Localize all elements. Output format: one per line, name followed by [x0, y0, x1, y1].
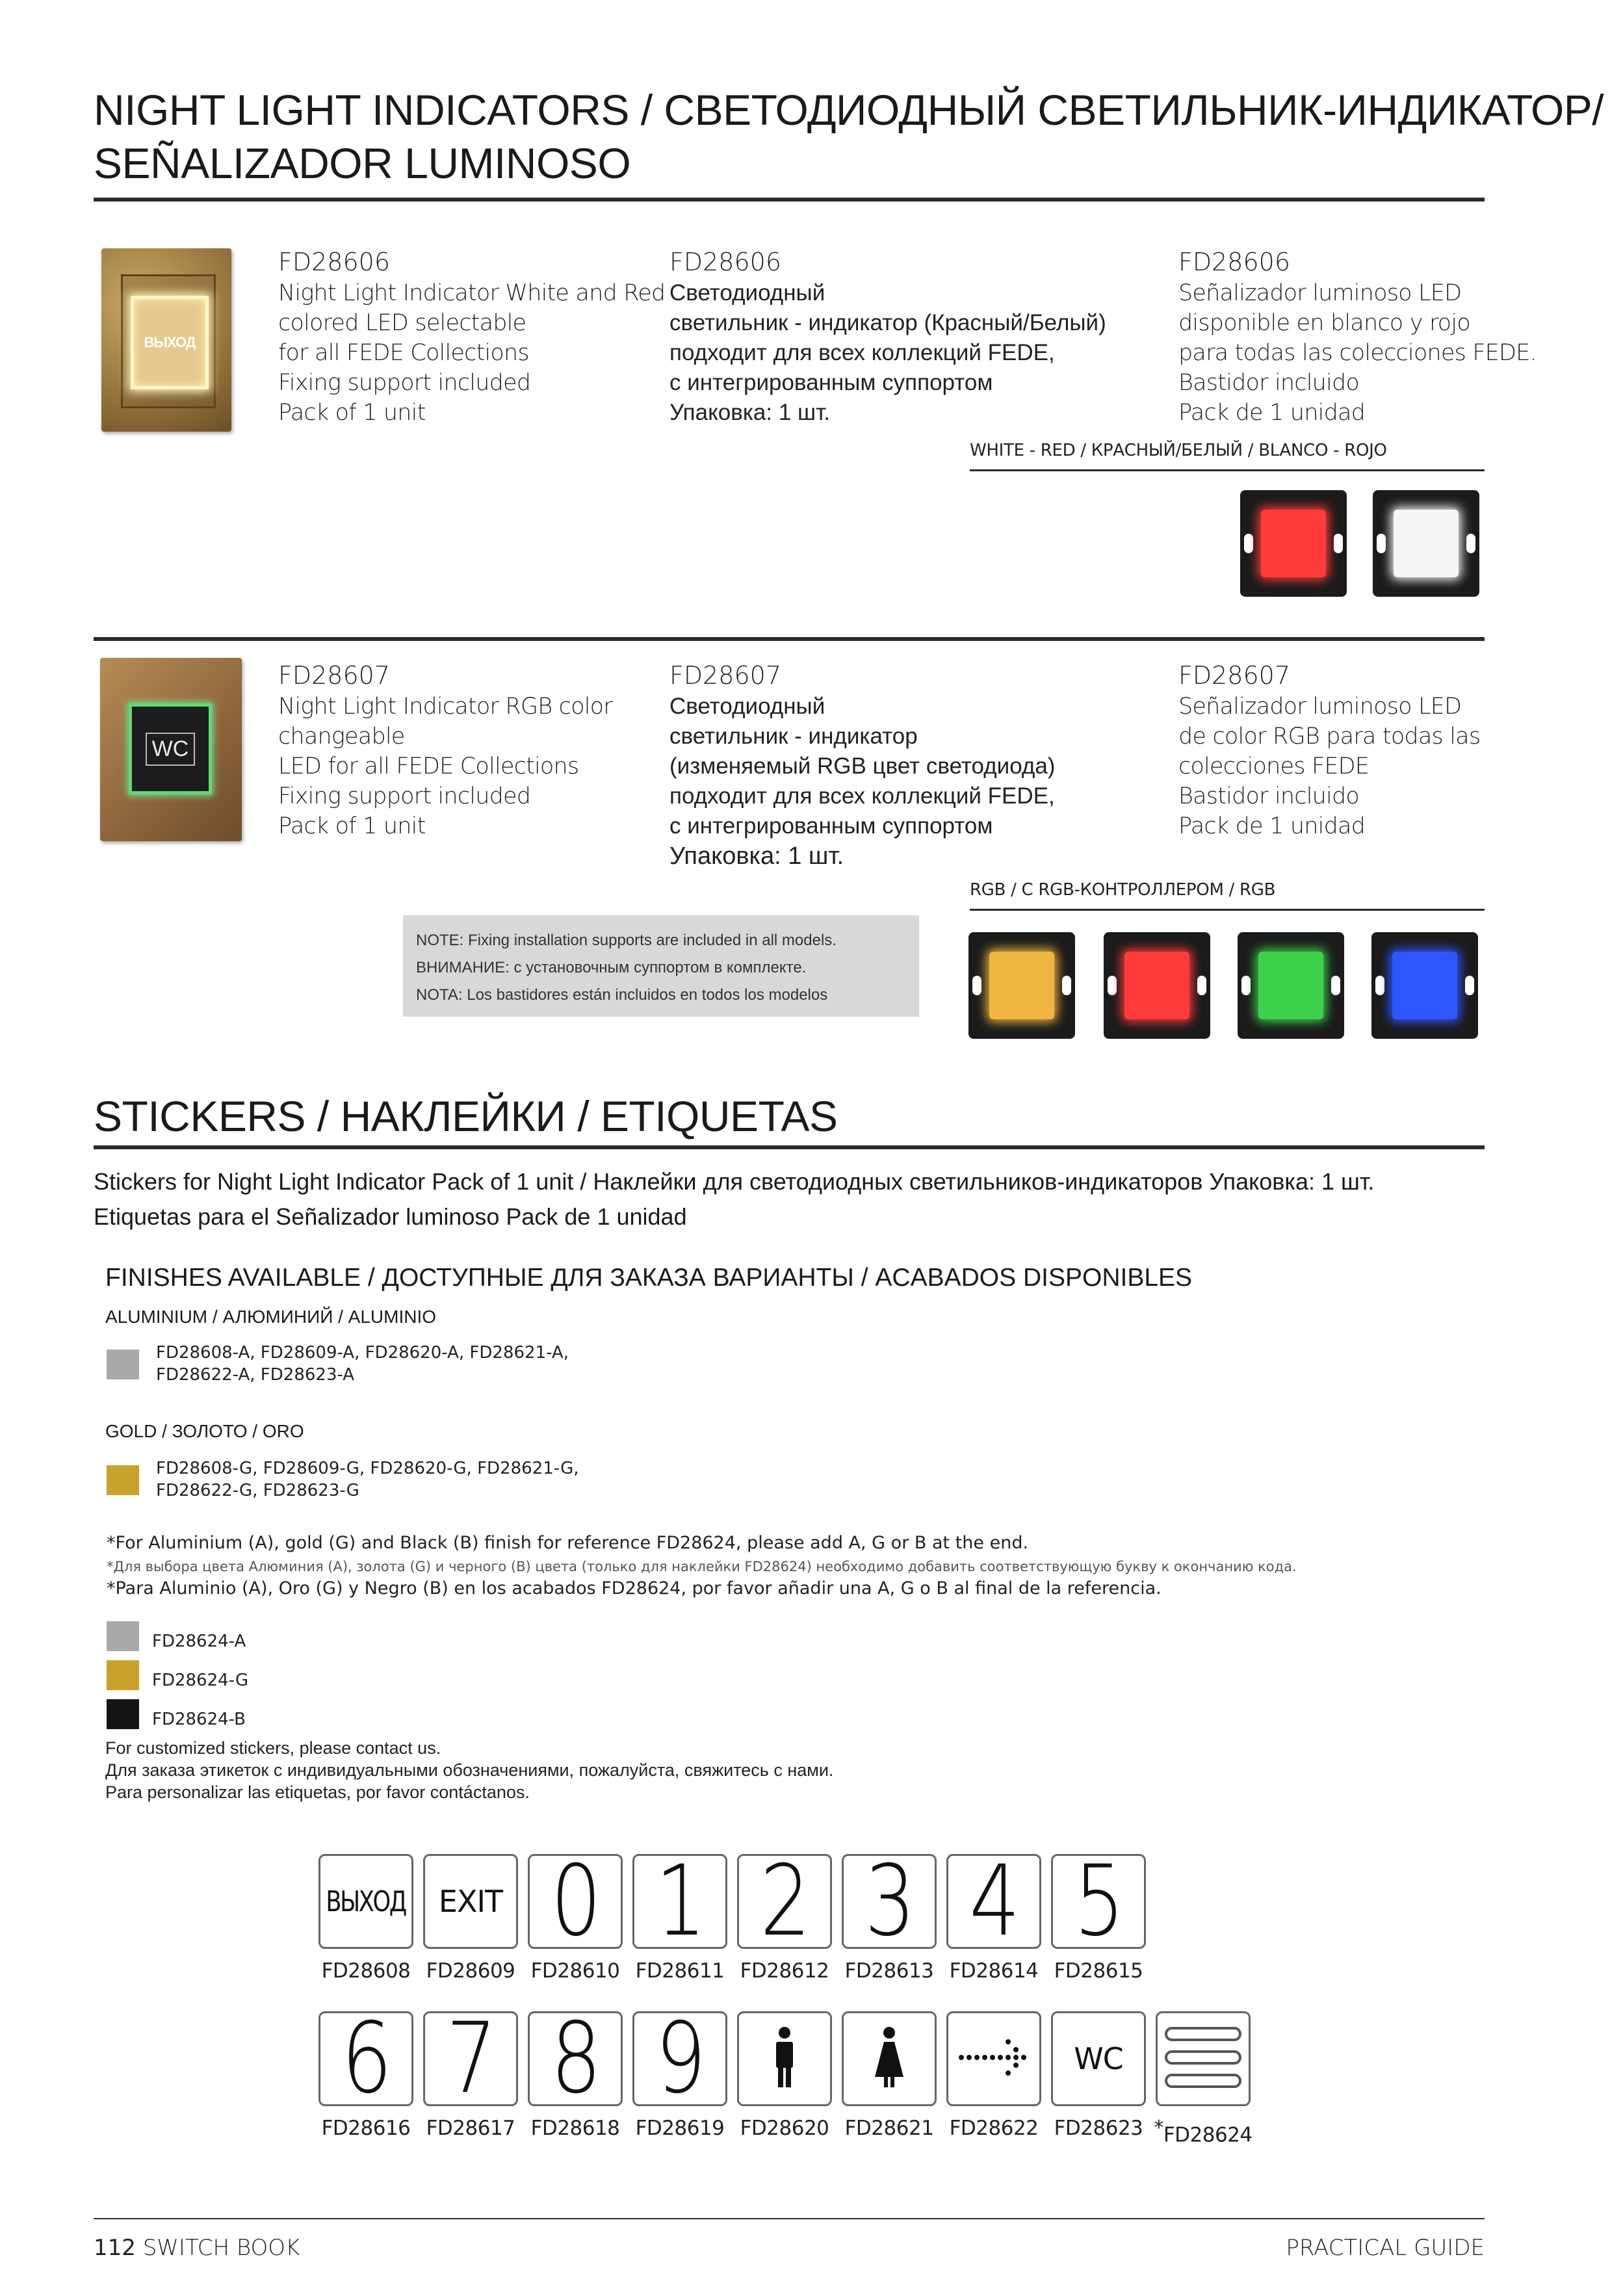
aluminium-codes — [156, 1342, 569, 1386]
sticker-glyph: WC — [1074, 2041, 1123, 2076]
title-rule — [94, 198, 1485, 202]
sticker-code-text: FD28622 — [949, 2117, 1039, 2140]
stickers-subtitle-line2: Etiquetas para el Señalizador luminoso Pack de 1 unidad — [94, 1203, 687, 1230]
led-light — [1394, 510, 1459, 577]
desc-line: changeable — [278, 724, 405, 750]
sticker-code-text: FD28620 — [740, 2117, 829, 2140]
finish-note-en: *For Aluminium (A), gold (G) and Black (B) finish for reference FD28624, please add A, G or B at the end. — [107, 1533, 1029, 1553]
desc-line: LED for all FEDE Collections — [278, 753, 579, 779]
sticker-code — [939, 1959, 1049, 1983]
desc-line: Pack of 1 unit — [278, 813, 426, 839]
woman-icon — [870, 2025, 909, 2093]
desc-line: Упаковка: 1 шт. — [669, 842, 844, 870]
led-module-red — [1240, 490, 1347, 597]
desc-line: para todas las colecciones FEDE. — [1178, 340, 1537, 366]
sticker-glyph: EXIT — [438, 1884, 503, 1919]
sticker-fd28608 — [318, 1854, 413, 1949]
led-light — [1124, 952, 1189, 1019]
sticker-code-text: FD28611 — [635, 1959, 725, 1983]
footer-rule — [94, 2218, 1485, 2219]
desc-line: Упаковка: 1 шт. — [669, 400, 830, 425]
desc-line: colecciones FEDE — [1178, 753, 1370, 779]
desc-line: for all FEDE Collections — [278, 340, 529, 366]
product-code-es: FD28606 — [1178, 248, 1291, 276]
led-module-green — [1238, 932, 1344, 1039]
product-code-ru: FD28606 — [669, 248, 782, 276]
sticker-code — [729, 1959, 840, 1983]
sticker-fd28609 — [423, 1854, 518, 1949]
product-image-fd28607 — [100, 658, 242, 841]
aluminium-codes-line: FD28608-A, FD28609-A, FD28620-A, FD28621-A, — [156, 1343, 569, 1363]
sticker-code — [939, 2117, 1049, 2140]
desc-line: Pack de 1 unidad — [1178, 400, 1366, 426]
desc-line: светильник - индикатор (Красный/Белый) — [669, 310, 1106, 335]
contact-line-ru: Для заказа этикеток с индивидуальными обозначениями, пожалуйста, свяжитесь с нами. — [105, 1760, 834, 1780]
page-footer-section: PRACTICAL GUIDE — [1286, 2235, 1485, 2261]
finish-note-es: *Para Aluminio (A), Oro (G) y Negro (B) en los acabados FD28624, por favor añadir una A, G o B al final de la referencia. — [107, 1578, 1162, 1598]
sticker-glyph: 4 — [969, 1854, 1019, 1949]
sticker-code — [834, 1959, 944, 1983]
sticker-fd28624 — [1156, 2011, 1251, 2106]
aluminium-codes-line: FD28622-A, FD28623-A — [156, 1365, 355, 1385]
desc-line: с интегрированным суппортом — [669, 813, 993, 839]
product-desc-en — [278, 278, 665, 428]
sticker-fd28622 — [946, 2011, 1041, 2106]
gold-codes — [156, 1457, 579, 1502]
sticker-fd28620 — [737, 2011, 832, 2106]
sticker-glyph: 2 — [760, 1854, 809, 1949]
sticker-fd28611 — [632, 1854, 727, 1949]
sticker-glyph: 1 — [655, 1854, 705, 1949]
sticker-glyph: ВЫХОД — [326, 1885, 406, 1918]
product-divider — [94, 637, 1485, 641]
led-light — [1392, 952, 1457, 1019]
desc-line: Bastidor incluido — [1178, 370, 1360, 396]
sticker-glyph: 8 — [551, 2011, 600, 2106]
sticker-fd28619 — [632, 2011, 727, 2106]
desc-line: светильник - индикатор — [669, 724, 918, 749]
sticker-code-text: FD28613 — [844, 1959, 934, 1983]
sticker-code-text: FD28624 — [1163, 2123, 1253, 2147]
book-name: SWITCH BOOK — [142, 2235, 300, 2261]
sticker-code-text: FD28610 — [530, 1959, 620, 1983]
variant-caption-white-red: WHITE - RED / КРАСНЫЙ/БЕЛЫЙ / BLANCO - ROJO — [970, 441, 1387, 460]
note-line-en: NOTE: Fixing installation supports are included in all models. — [416, 932, 837, 949]
sticker-code — [520, 1959, 630, 1983]
variant-rule — [970, 469, 1485, 471]
sticker-code — [1043, 1959, 1154, 1983]
product-code-ru: FD28607 — [669, 661, 782, 690]
gold-codes-line: FD28608-G, FD28609-G, FD28620-G, FD28621-G, — [156, 1459, 579, 1478]
sticker-fd28621 — [842, 2011, 937, 2106]
sticker-glyph: 3 — [864, 1854, 914, 1949]
desc-line: подходит для всех коллекций FEDE, — [669, 340, 1055, 365]
sticker-fd28617 — [423, 2011, 518, 2106]
variant-caption-rgb: RGB / С RGB-КОНТРОЛЛЕРОМ / RGB — [970, 880, 1276, 900]
desc-line: disponible en blanco y rojo — [1178, 310, 1470, 336]
desc-line: colored LED selectable — [278, 310, 526, 336]
sticker-glyph: 0 — [551, 1854, 600, 1949]
led-light — [1258, 952, 1323, 1019]
sticker-fd28614 — [946, 1854, 1041, 1949]
led-module-yellow — [968, 932, 1075, 1039]
sticker-code-text: FD28612 — [740, 1959, 829, 1983]
desc-line: Fixing support included — [278, 783, 531, 809]
sticker-fd28612 — [737, 1854, 832, 1949]
led-module-blue — [1371, 932, 1478, 1039]
sticker-code-text: FD28617 — [426, 2117, 515, 2140]
fd28624-g-swatch — [107, 1660, 139, 1690]
desc-line: Night Light Indicator White and Red — [278, 280, 666, 306]
asterisk: * — [1154, 2117, 1163, 2139]
desc-line: Светодиодный — [669, 280, 825, 306]
sticker-fd28616 — [318, 2011, 413, 2106]
sticker-code-text: FD28614 — [949, 1959, 1039, 1983]
page-footer-left — [94, 2235, 300, 2261]
desc-line: Pack de 1 unidad — [1178, 813, 1366, 839]
sticker-glyph: 7 — [446, 2011, 495, 2106]
sticker-code — [1148, 2117, 1258, 2146]
sticker-code — [415, 2117, 526, 2140]
note-line-es: NOTA: Los bastidores están incluidos en todos los modelos — [416, 986, 828, 1004]
product-desc-ru — [669, 692, 1055, 871]
desc-line: Fixing support included — [278, 370, 531, 396]
product-desc-es — [1178, 692, 1480, 841]
page-title-line1: NIGHT LIGHT INDICATORS / СВЕТОДИОДНЫЙ СВЕТИЛЬНИК-ИНДИКАТОР/ — [94, 86, 1604, 134]
fd28624-a-code: FD28624-A — [152, 1632, 246, 1651]
product-image-sticker-text: ВЫХОД — [144, 334, 196, 350]
sticker-code — [834, 2117, 944, 2140]
stickers-subtitle-line1: Stickers for Night Light Indicator Pack of 1 unit / Наклейки для светодиодных светильников-индикаторов Упаковка: 1 шт. — [94, 1168, 1375, 1195]
sticker-code — [311, 1959, 421, 1983]
sticker-fd28618 — [528, 2011, 623, 2106]
product-code-en: FD28607 — [278, 661, 391, 690]
product-image-sticker-text: WC — [146, 733, 196, 766]
sticker-fd28610 — [528, 1854, 623, 1949]
arrow-icon — [955, 2035, 1033, 2083]
led-light — [1261, 510, 1326, 577]
gold-swatch — [107, 1465, 139, 1495]
product-code-en: FD28606 — [278, 248, 391, 276]
sticker-code — [625, 2117, 735, 2140]
sticker-code-text: FD28619 — [635, 2117, 725, 2140]
desc-line: de color RGB para todas las — [1178, 724, 1481, 750]
finishes-title: FINISHES AVAILABLE / ДОСТУПНЫЕ ДЛЯ ЗАКАЗА ВАРИАНТЫ / ACABADOS DISPONIBLES — [105, 1264, 1193, 1292]
desc-line: Señalizador luminoso LED — [1178, 694, 1462, 720]
sticker-glyph: 9 — [655, 2011, 705, 2106]
sticker-glyph: 6 — [341, 2011, 391, 2106]
desc-line: (изменяемый RGB цвет светодиода) — [669, 753, 1056, 779]
fd28624-b-swatch — [107, 1699, 139, 1729]
product-desc-es — [1178, 278, 1537, 428]
fd28624-b-code: FD28624-B — [152, 1710, 246, 1729]
desc-line: подходит для всех коллекций FEDE, — [669, 783, 1055, 809]
product-image-fd28606 — [101, 248, 231, 432]
led-module-white — [1373, 490, 1479, 597]
installation-note — [403, 915, 919, 1017]
blank-lines-icon — [1162, 2022, 1244, 2096]
page-number: 112 — [94, 2235, 136, 2261]
sticker-code-text: FD28623 — [1054, 2117, 1143, 2140]
sticker-code — [729, 2117, 840, 2140]
sticker-glyph: 5 — [1074, 1854, 1123, 1949]
sticker-code — [415, 1959, 526, 1983]
stickers-rule — [94, 1145, 1485, 1149]
desc-line: Night Light Indicator RGB color — [278, 694, 612, 720]
sticker-code-text: FD28615 — [1054, 1959, 1143, 1983]
sticker-code-text: FD28616 — [321, 2117, 411, 2140]
note-line-ru: ВНИМАНИЕ: с установочным суппортом в комплекте. — [416, 959, 807, 976]
product-code-es: FD28607 — [1178, 661, 1291, 690]
contact-line-en: For customized stickers, please contact us. — [105, 1738, 441, 1758]
sticker-code-text: FD28618 — [530, 2117, 620, 2140]
contact-line-es: Para personalizar las etiquetas, por favor contáctanos. — [105, 1782, 530, 1802]
sticker-code — [625, 1959, 735, 1983]
aluminium-label: ALUMINIUM / АЛЮМИНИЙ / ALUMINIO — [105, 1307, 437, 1327]
contact-note — [105, 1737, 833, 1803]
led-module-red — [1104, 932, 1210, 1039]
product-desc-en — [278, 692, 612, 841]
sticker-code — [311, 2117, 421, 2140]
sticker-fd28613 — [842, 1854, 937, 1949]
desc-line: Светодиодный — [669, 694, 825, 719]
desc-line: с интегрированным суппортом — [669, 370, 993, 395]
desc-line: Bastidor incluido — [1178, 783, 1360, 809]
gold-label: GOLD / ЗОЛОТО / ORO — [105, 1421, 304, 1441]
desc-line: Señalizador luminoso LED — [1178, 280, 1462, 306]
man-icon — [765, 2025, 804, 2093]
sticker-fd28615 — [1051, 1854, 1146, 1949]
sticker-fd28623 — [1051, 2011, 1146, 2106]
desc-line: Pack of 1 unit — [278, 400, 426, 426]
sticker-code — [520, 2117, 630, 2140]
variant-rule — [970, 909, 1485, 911]
gold-codes-line: FD28622-G, FD28623-G — [156, 1481, 359, 1500]
led-light — [989, 952, 1054, 1019]
finish-note-ru: *Для выбора цвета Алюминия (A), золота (G) и черного (B) цвета (только для наклейки FD28624) необходимо добавить соответствующую букву к окончанию кода. — [107, 1559, 1297, 1574]
sticker-code-text: FD28621 — [844, 2117, 934, 2140]
sticker-code — [1043, 2117, 1154, 2140]
aluminium-swatch — [107, 1350, 139, 1379]
fd28624-g-code: FD28624-G — [152, 1671, 249, 1690]
sticker-code-text: FD28608 — [321, 1959, 411, 1983]
page-title-line2: SEÑALIZADOR LUMINOSO — [94, 139, 631, 187]
stickers-title: STICKERS / НАКЛЕЙКИ / ETIQUETAS — [94, 1092, 838, 1140]
product-desc-ru — [669, 278, 1106, 428]
sticker-code-text: FD28609 — [426, 1959, 515, 1983]
fd28624-a-swatch — [107, 1621, 139, 1651]
